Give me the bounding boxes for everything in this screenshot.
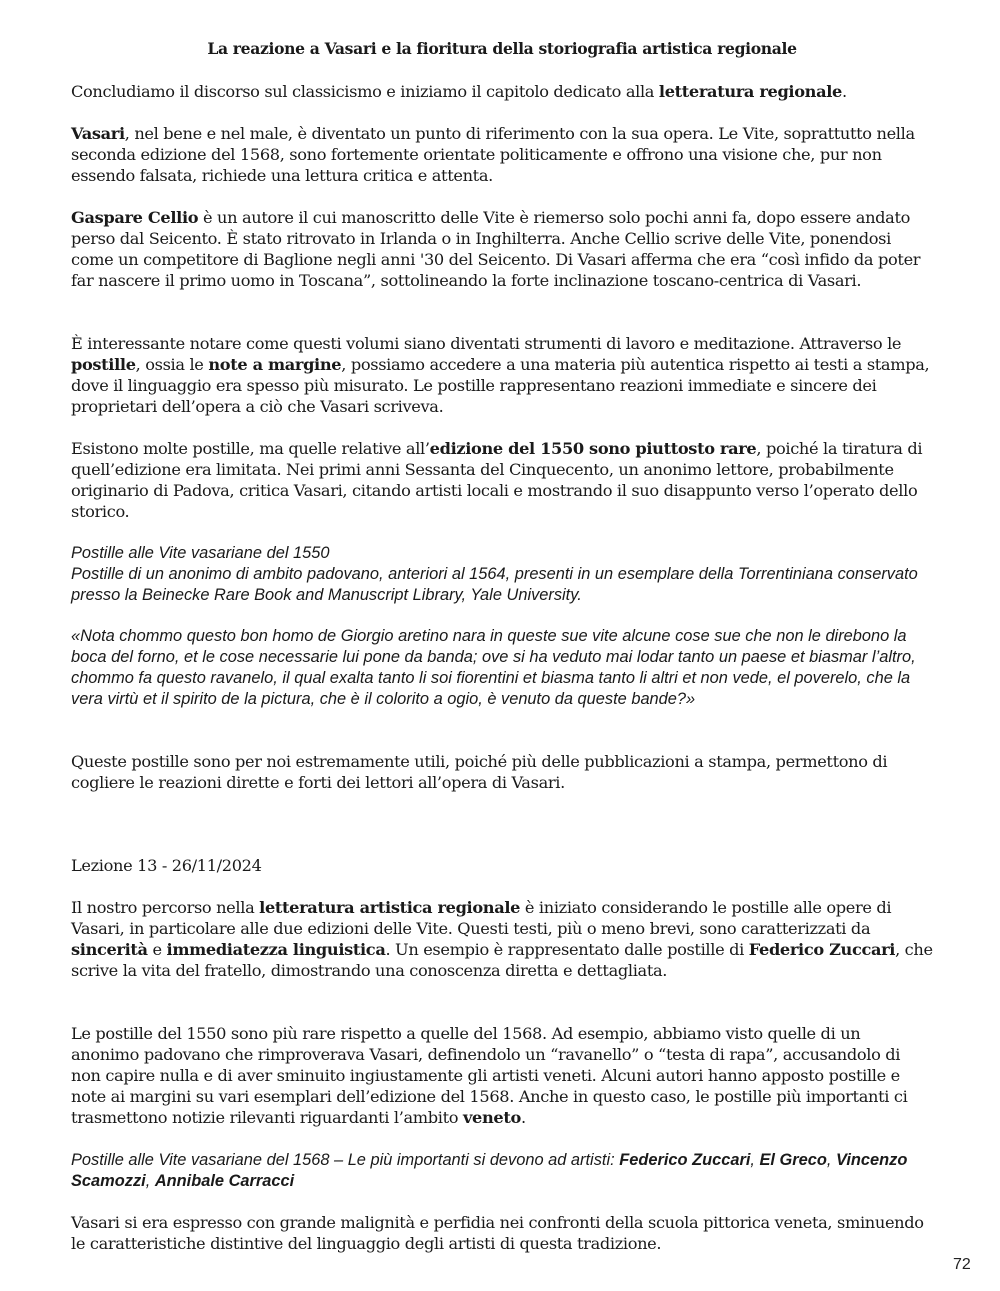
text-span: Concludiamo il discorso sul classicismo e iniziamo il capitolo dedicato alla [71, 82, 659, 101]
citation-1550 [71, 543, 933, 606]
bold-term: immediatezza linguistica [166, 940, 386, 959]
paragraph-scuola-veneta: Vasari si era espresso con grande malignità e perfidia nei confronti della scuola pittorica veneta, sminuendo le caratteristiche distintive del linguaggio degli artisti di questa tradizione. [71, 1213, 924, 1253]
paragraph-postille-1568 [71, 1023, 933, 1128]
text-span: è iniziato considerando le postille alle opere di Vasari, in particolare alle due edizioni delle Vite. Questi testi, più o meno brevi, sono caratterizzati da [71, 898, 892, 938]
bold-term: sincerità [71, 940, 148, 959]
bold-term: postille [71, 355, 136, 374]
citation-1568 [71, 1150, 933, 1192]
artist-name: El Greco [759, 1151, 827, 1169]
citation-detail: Postille di un anonimo di ambito padovano, anteriori al 1564, presenti in un esemplare della Torrentiniana conservato presso la Beinecke Rare Book and Manuscript Library, Yale University. [71, 565, 918, 604]
text-span: Esistono molte postille, ma quelle relative all’ [71, 439, 430, 458]
paragraph-utilita: Queste postille sono per noi estremamente utili, poiché più delle pubblicazioni a stampa, permettono di cogliere le reazioni dirette e forti dei lettori all’opera di Vasari. [71, 752, 888, 792]
separator: , [826, 1151, 837, 1169]
artist-name: Federico Zuccari [619, 1151, 751, 1169]
text-span: e [147, 940, 167, 959]
bold-term: note a margine [208, 355, 342, 374]
text-span: Postille alle Vite vasariane del 1568 – Le più importanti si devono ad artisti: [71, 1151, 620, 1169]
bold-term: edizione del 1550 sono piuttosto rare [429, 439, 757, 458]
paragraph-cellio [71, 207, 933, 291]
bold-term: Federico Zuccari [748, 940, 896, 959]
paragraph-postille [71, 333, 933, 417]
bold-term: letteratura artistica regionale [259, 898, 521, 917]
text-span: , ossia le [135, 355, 209, 374]
text-span: , poiché la tiratura di quell’edizione era limitata. Nei primi anni Sessanta del Cinquecento, un anonimo lettore, probabilmente originario di Padova, critica Vasari, citando artisti locali e mostrando il suo disappunto verso l’operato dello storico. [71, 439, 923, 521]
bold-term: Vasari [71, 124, 125, 143]
text-span: , possiamo accedere a una materia più autentica rispetto ai testi a stampa, dove il linguaggio era spesso più misurato. Le postille rappresentano reazioni immediate e sincere dei proprietari dell’opera a ciò che Vasari scriveva. [71, 355, 930, 416]
lesson-heading: Lezione 13 - 26/11/2024 [71, 856, 262, 875]
text-span: è un autore il cui manoscritto delle Vite è riemerso solo pochi anni fa, dopo essere andato perso dal Seicento. È stato ritrovato in Irlanda o in Inghilterra. Anche Cellio scrive delle Vite, ponendosi come un competitore di Baglione negli anni '30 del Seicento. Di Vasari afferma che era “così infido da poter far nascere il primo uomo in Toscana”, sottolineando la forte inclinazione toscano-centrica di Vasari. [71, 208, 921, 290]
text-span: . Un esempio è rappresentato dalle postille di [385, 940, 749, 959]
page-number: 72 [953, 1256, 971, 1273]
artist-name: Vincenzo Scamozzi [71, 1151, 908, 1190]
text-span: . [842, 82, 847, 101]
text-span: Il nostro percorso nella [71, 898, 260, 917]
bold-term: letteratura regionale [658, 82, 842, 101]
paragraph-percorso [71, 897, 933, 981]
paragraph-vasari [71, 123, 933, 186]
text-span: È interessante notare come questi volumi siano diventati strumenti di lavoro e meditazione. Attraverso le [71, 334, 902, 353]
text-span: , nel bene e nel male, è diventato un punto di riferimento con la sua opera. Le Vite, soprattutto nella seconda edizione del 1568, sono fortemente orientate politicamente e offrono una visione che, pur non essendo falsata, richiede una lettura critica e attenta. [71, 124, 915, 185]
bold-term: veneto [462, 1108, 521, 1127]
paragraph-edizione-1550 [71, 438, 933, 522]
text-span: . [520, 1108, 526, 1127]
citation-title: Postille alle Vite vasariane del 1550 [71, 544, 330, 562]
quote-anonimo-padovano: «Nota chommo questo bon homo de Giorgio aretino nara in queste sue vite alcune cose sue che non le direbono la boca del forno, et le cose necessarie lui pone da banda; ove si ha veduto mai lodar tanto un paese et biasmar l’altro, chommo fa questo ravanelo, il qual exalta tanto li soi fiorentini et biasma tanto li altri et non vede, el poverelo, che la vera virtù et il spirito de la pictura, che è il colorito a ogio, è venuto da queste bande?» [71, 627, 916, 708]
bold-term: Gaspare Cellio [71, 208, 199, 227]
text-span: , che scrive la vita del fratello, dimostrando una conoscenza diretta e dettagliata. [71, 940, 933, 980]
text-span: Le postille del 1550 sono più rare rispetto a quelle del 1568. Ad esempio, abbiamo visto quelle di un anonimo padovano che rimproverava Vasari, definendolo un “ravanello” o “testa di rapa”, accusandolo di non capire nulla e di aver sminuito ingiustamente gli artisti veneti. Alcuni autori hanno apposto postille e note ai margini su vari esemplari dell’edizione del 1568. Anche in questo caso, le postille più importanti ci trasmettono notizie rilevanti riguardanti l’ambito [71, 1024, 908, 1127]
paragraph-intro [71, 81, 933, 102]
page-title: La reazione a Vasari e la fioritura della storiografia artistica regionale [207, 39, 797, 58]
artist-name: Annibale Carracci [154, 1172, 295, 1190]
separator: , [145, 1172, 155, 1190]
separator: , [750, 1151, 760, 1169]
